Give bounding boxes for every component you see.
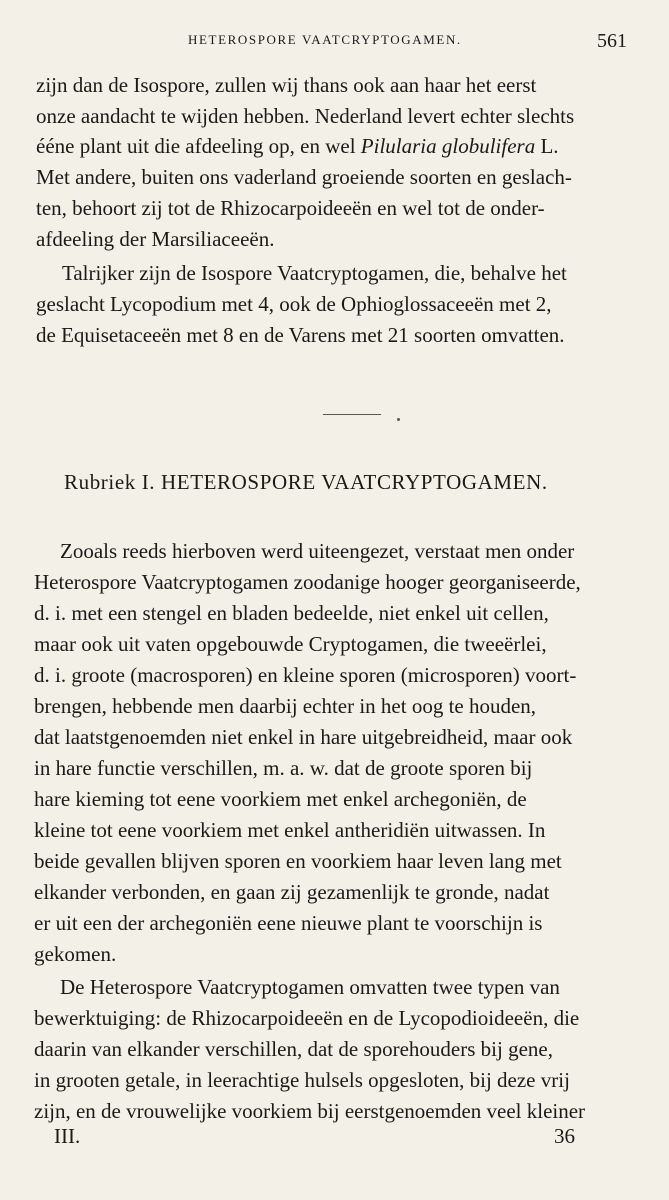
text-line: afdeeling der Marsiliaceeën. — [36, 227, 275, 251]
text-line: kleine tot eene voorkiem met enkel antheridiën uitwassen. In — [34, 818, 546, 842]
text-line: zijn dan de Isospore, zullen wij thans ook aan haar het eerst — [36, 73, 537, 97]
text-line: zijn, en de vrouwelijke voorkiem bij eerstgenoemden veel kleiner — [34, 1099, 586, 1123]
text-line: d. i. groote (macrosporen) en kleine sporen (microsporen) voort- — [34, 663, 577, 687]
page-footer — [0, 1124, 669, 1154]
text-line: Met andere, buiten ons vaderland groeiende soorten en geslach- — [36, 165, 572, 189]
text-line: bewerktuiging: de Rhizocarpoideeën en de Lycopodioideeën, die — [34, 1006, 580, 1030]
text-line: gekomen. — [34, 942, 117, 966]
text-line: d. i. met een stengel en bladen bedeelde, niet enkel uit cellen, — [34, 601, 549, 625]
text-line: De Heterospore Vaatcryptogamen omvatten twee typen van — [60, 975, 560, 999]
divider-dot — [397, 418, 400, 421]
text-line: onze aandacht te wijden hebben. Nederland levert echter slechts — [36, 104, 575, 128]
divider-rule — [323, 414, 381, 415]
text-line: maar ook uit vaten opgebouwde Cryptogamen, die tweeërlei, — [34, 632, 547, 656]
text-line: Talrijker zijn de Isospore Vaatcryptogamen, die, behalve het — [62, 261, 567, 285]
text-line: er uit een der archegoniën eene nieuwe plant te voorschijn is — [34, 911, 543, 935]
text-line — [36, 133, 559, 159]
species-author: L. — [535, 134, 559, 158]
text-line: dat laatstgenoemden niet enkel in hare uitgebreidheid, maar ook — [34, 725, 573, 749]
page-number: 561 — [597, 30, 627, 52]
text-line: Zooals reeds hierboven werd uiteengezet, verstaat men onder — [60, 539, 575, 563]
text-line: Heterospore Vaatcryptogamen zoodanige hooger georganiseerde, — [34, 570, 581, 594]
text-line: in grooten getale, in leerachtige hulsels opgesloten, bij deze vrij — [34, 1068, 570, 1092]
text-line: in hare functie verschillen, m. a. w. dat de groote sporen bij — [34, 756, 533, 780]
text-line: geslacht Lycopodium met 4, ook de Ophioglossaceeën met 2, — [36, 292, 552, 316]
sheet-number: 36 — [554, 1124, 575, 1148]
section-heading: Rubriek I. HETEROSPORE VAATCRYPTOGAMEN. — [64, 470, 548, 494]
text-line: daarin van elkander verschillen, dat de sporehouders bij gene, — [34, 1037, 553, 1061]
running-title: HETEROSPORE VAATCRYPTOGAMEN. — [188, 32, 462, 47]
text-line: beide gevallen blijven sporen en voorkiem haar leven lang met — [34, 849, 562, 873]
text-line: elkander verbonden, en gaan zij gezamenlijk te gronde, nadat — [34, 880, 550, 904]
text-line: de Equisetaceeën met 8 en de Varens met 21 soorten omvatten. — [36, 323, 565, 347]
signature-mark: III. — [54, 1124, 81, 1148]
species-name: Pilularia globulifera — [360, 134, 536, 158]
text-line: brengen, hebbende men daarbij echter in het oog te houden, — [34, 694, 537, 718]
text-line: hare kieming tot eene voorkiem met enkel archegoniën, de — [34, 787, 527, 811]
running-head — [0, 30, 669, 56]
text-line-start: ééne plant uit die afdeeling op, en wel — [36, 134, 356, 158]
text-line: ten, behoort zij tot de Rhizocarpoideeën en wel tot de onder- — [36, 196, 545, 220]
section-divider — [313, 408, 397, 422]
